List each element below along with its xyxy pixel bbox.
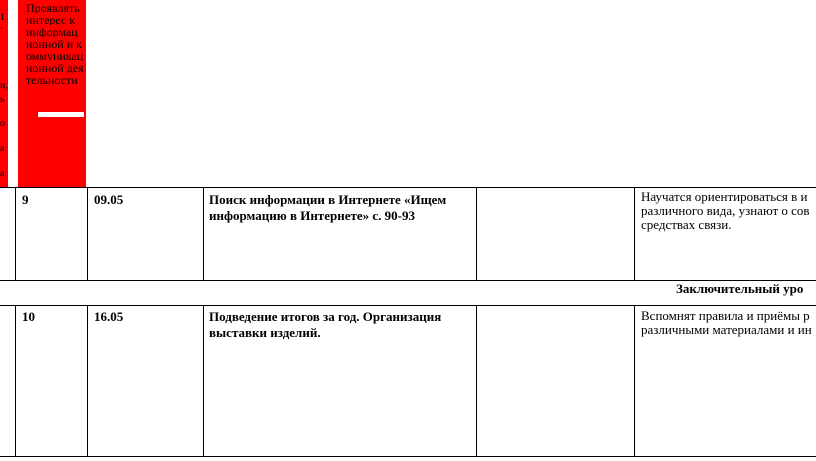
col-line-1: [15, 187, 16, 280]
fragment-5: o: [0, 118, 5, 129]
col-line-1b: [15, 305, 16, 456]
lesson-number: 10: [22, 309, 35, 324]
section-title: Заключительный уро: [676, 281, 804, 296]
col-line-5b: [634, 305, 635, 456]
lesson-result: Вспомнят правила и приёмы р различными материалами и ин: [641, 309, 812, 337]
fragment-4: ь: [0, 94, 5, 105]
fragment-7: а: [0, 168, 5, 179]
lesson-result: Научатся ориентироваться в и различного вида, узнают о сов средствах связи.: [641, 190, 810, 232]
section-border: [0, 305, 816, 306]
lesson-topic: Поиск информации в Интернете «Ищем информацию в Интернете» с. 90-93: [209, 192, 447, 223]
lesson-date: 16.05: [94, 309, 124, 324]
fragment-2: ’: [0, 26, 4, 37]
white-strip: [38, 112, 84, 117]
col-line-4b: [476, 305, 477, 456]
col-line-5: [634, 187, 635, 280]
lesson-number: 9: [22, 192, 29, 207]
row-border-top: [0, 187, 816, 188]
fragment-6: а: [0, 143, 5, 154]
col-line-3b: [203, 305, 204, 456]
red-block-text: Проявлять интерес к информационной и коммуникационной деятельности: [26, 1, 84, 87]
fragment-3: и,: [0, 80, 8, 91]
fragment-1: 1: [0, 12, 5, 23]
lesson-date: 09.05: [94, 192, 124, 207]
col-line-2: [87, 187, 88, 280]
col-line-3: [203, 187, 204, 280]
lesson-topic: Подведение итогов за год. Организация выставки изделий.: [209, 309, 442, 340]
row-border-bottom: [0, 456, 816, 457]
white-gap: [12, 0, 18, 187]
col-line-2b: [87, 305, 88, 456]
col-line-4: [476, 187, 477, 280]
